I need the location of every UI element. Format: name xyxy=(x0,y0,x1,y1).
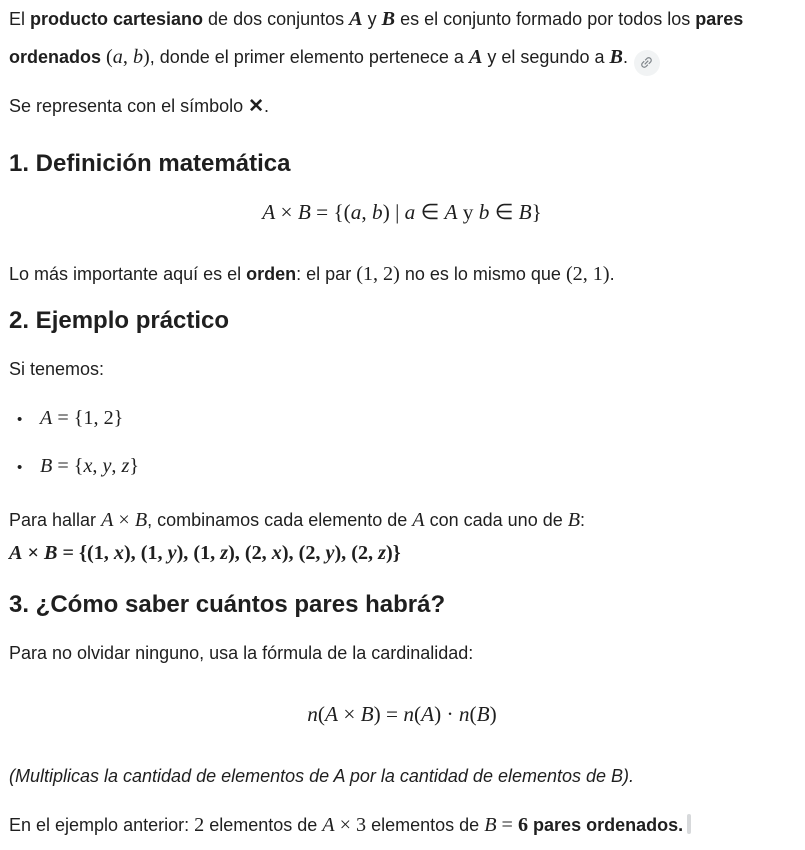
sets-list xyxy=(9,399,795,487)
paragraph-final-text: En el ejemplo anterior: 2 elementos de A × 3 elementos de B = 6 pares ordenados. xyxy=(9,814,684,836)
paragraph-symbol: Se representa con el símbolo ✕. xyxy=(9,96,269,117)
paragraph-cardinalidad: Para no olvidar ninguno, usa la fórmula de la cardinalidad: xyxy=(9,643,474,663)
text-cursor xyxy=(687,814,691,834)
section-heading-ejemplo: 2. Ejemplo práctico xyxy=(9,307,230,334)
list-item-set-b xyxy=(9,447,795,487)
bullet-icon: • xyxy=(17,459,23,476)
paragraph-intro-text: El producto cartesiano de dos conjuntos A y B es el conjunto formado por todos los pares ordenados (a, b), donde el primer elemento pertenece a A y el segundo a B. xyxy=(9,8,744,68)
paragraph-para-hallar: Para hallar A × B, combinamos cada elemento de A con cada uno de B: xyxy=(9,509,586,531)
section-heading-cuantos-pares: 3. ¿Cómo saber cuántos pares habrá? xyxy=(9,591,446,618)
citation-chip[interactable] xyxy=(634,50,660,76)
display-formula-definition: A × B = {(a, b) | a ∈ A y b ∈ B} xyxy=(262,200,542,224)
paragraph-final xyxy=(9,806,795,844)
list-item-set-a xyxy=(9,399,795,439)
paragraph-multiplicas: (Multiplicas la cantidad de elementos de A por la cantidad de elementos de B). xyxy=(9,766,635,786)
bullet-icon: • xyxy=(17,411,23,428)
pairs-set-line: A × B = {(1, x), (1, y), (1, z), (2, x), (2, y), (2, z)} xyxy=(9,542,401,564)
paragraph-intro xyxy=(9,0,795,76)
list-item-text: A = {1, 2} xyxy=(40,407,124,429)
link-icon xyxy=(639,55,654,70)
paragraph-order-note: Lo más importante aquí es el orden: el par (1, 2) no es lo mismo que (2, 1). xyxy=(9,263,615,285)
list-item-text: B = {x, y, z} xyxy=(40,455,140,477)
paragraph-si-tenemos: Si tenemos: xyxy=(9,359,105,379)
display-formula-cardinality: n(A × B) = n(A) · n(B) xyxy=(307,702,497,726)
section-heading-definicion: 1. Definición matemática xyxy=(9,150,291,177)
